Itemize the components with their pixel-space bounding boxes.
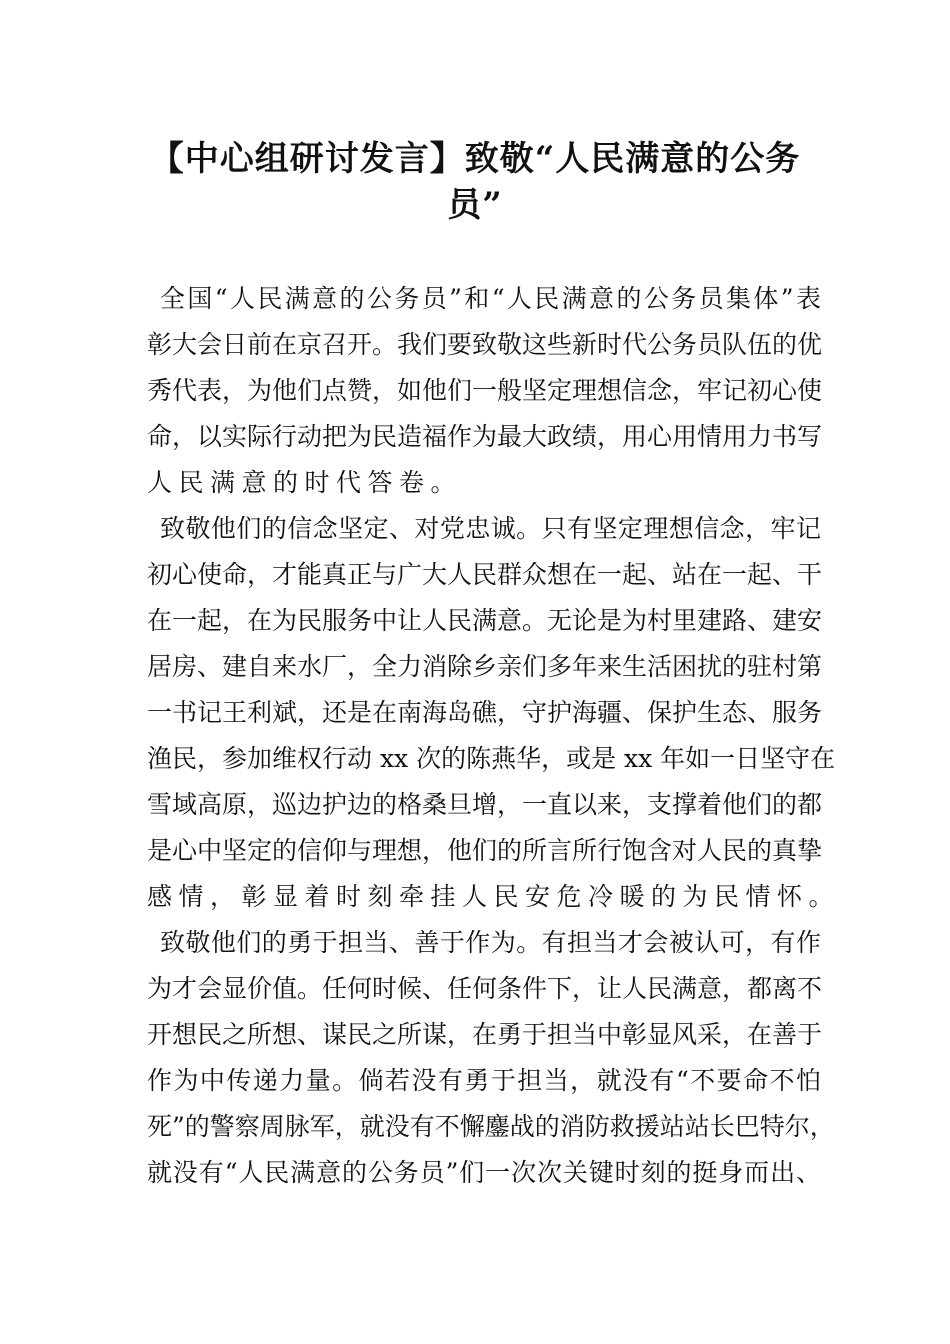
text-line: 就没有“人民满意的公务员”们一次次关键时刻的挺身而出、 — [147, 1158, 821, 1187]
paragraph-2 — [147, 506, 841, 920]
text-line: 渔民，参加维权行动 xx 次的陈燕华，或是 xx 年如一日坚守在 — [147, 744, 836, 773]
text-line: 为才会显价值。任何时候、任何条件下，让人民满意，都离不 — [147, 974, 823, 1003]
title-line: 【中心组研讨发言】致敬“人民满意的公务 — [149, 139, 801, 179]
text-line: 居房、建自来水厂，全力消除乡亲们多年来生活困扰的驻村第 — [147, 652, 823, 681]
text-line: 感情，彰显着时刻牵挂人民安危冷暖的为民情怀。 — [147, 882, 841, 911]
text-line: 全国“人民满意的公务员”和“人民满意的公务员集体”表 — [160, 284, 821, 313]
text-line: 彰大会日前在京召开。我们要致敬这些新时代公务员队伍的优 — [147, 330, 823, 359]
text-line: 致敬他们的信念坚定、对党忠诚。只有坚定理想信念，牢记 — [160, 514, 821, 543]
text-line: 死”的警察周脉军，就没有不懈鏖战的消防救援站站长巴特尔， — [147, 1112, 835, 1141]
text-line: 致敬他们的勇于担当、善于作为。有担当才会被认可，有作 — [160, 928, 821, 957]
document-title — [100, 136, 850, 228]
title-line: 员” — [447, 185, 503, 225]
paragraph-1 — [147, 276, 821, 506]
text-line: 初心使命，才能真正与广大人民群众想在一起、站在一起、干 — [147, 560, 823, 589]
text-line: 秀代表，为他们点赞，如他们一般坚定理想信念，牢记初心使 — [147, 376, 823, 405]
document-body — [147, 276, 841, 1196]
paragraph-3 — [147, 920, 835, 1196]
text-line: 开想民之所想、谋民之所谋，在勇于担当中彰显风采，在善于 — [147, 1020, 823, 1049]
text-line: 雪域高原，巡边护边的格桑旦增，一直以来，支撑着他们的都 — [147, 790, 823, 819]
text-line: 一书记王利斌，还是在南海岛礁，守护海疆、保护生态、服务 — [147, 698, 823, 727]
text-line: 人民满意的时代答卷。 — [147, 468, 463, 497]
text-line: 命，以实际行动把为民造福作为最大政绩，用心用情用力书写 — [147, 422, 823, 451]
text-line: 在一起，在为民服务中让人民满意。无论是为村里建路、建安 — [147, 606, 823, 635]
text-line: 是心中坚定的信仰与理想，他们的所言所行饱含对人民的真挚 — [147, 836, 823, 865]
text-line: 作为中传递力量。倘若没有勇于担当，就没有“不要命不怕 — [147, 1066, 821, 1095]
